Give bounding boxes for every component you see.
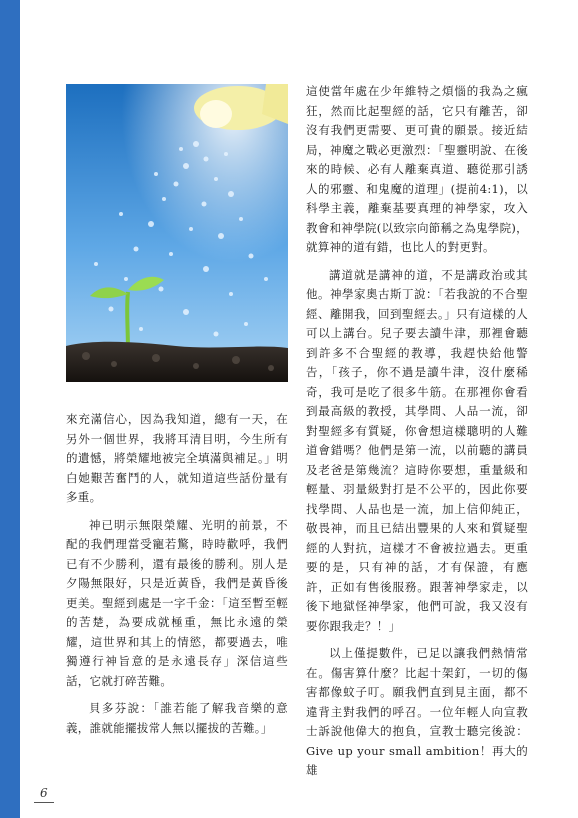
paragraph: 講道就是講神的道，不是講政治或其他。神學家奧古斯丁說：「若我說的不合聖經、離開我，回到聖經去。」只有這樣的人可以上講台。兒子要去讀牛津，那裡會聽到許多不合聖經的教導，我趕快給他警告，「孩子，你不過是讀牛津，沒什麼稀奇，我可是吃了很多牛筋。在那裡你會看到最高級的教授，其學問、人品一流，卻對聖經多有質疑，你會想這樣聰明的人難道會錯嗎？他們是第一流，以前聽的講員及老爸是第幾流？這時你要想，重量級和輕量、羽量級對打是不公平的，因此你要找學問、人品也是一流，加上信仰純正，敬畏神，而且已結出豐果的人來和質疑聖經的人對抗，這樣才不會被拉過去。更重要的是，只有神的話，才有保證，有應許，正如有售後服務。跟著神學家走，以後下地獄怪神學家，他們可說，我又沒有要你跟我走？！」 [306, 267, 528, 633]
left-text-column [66, 410, 288, 746]
page-number: 6 [40, 786, 48, 800]
paragraph: 這使當年處在少年維特之煩惱的我為之瘋狂，然而比起聖經的話，它只有離苦，卻沒有我們更需要、更可貴的願景。接近結局，神魔之戰必更激烈：「聖靈明說、在後來的時候、必有人離棄真道、聽從那引誘人的邪靈、和鬼魔的道理」(提前4:1)，以科學主義，離棄基要真理的神學家，攻入教會和神學院(以致宗向節稱之為鬼學院)，就算神的道有錯，也比人的對更對。 [306, 84, 528, 254]
footer-rule [34, 802, 54, 803]
paragraph: 以上僅提數件，已足以讓我們熱情常在。傷害算什麼？比起十架釘，一切的傷害都像蚊子叮。願我們直到見主面，都不違背主對我們的呼召。一位年輕人向宣教士訴說他偉大的抱負，宣教士聽完後說：Give up your small ambition！再大的雄 [306, 646, 528, 777]
seedling-photo [66, 84, 288, 382]
paragraph: 神已明示無限榮耀、光明的前景，不配的我們理當受寵若驚，時時歡呼，我們已有不少勝利，還有最後的勝利。別人是夕陽無限好，只是近黃昏，我們是黃昏後更美。聖經到處是一字千金：「這至暫至輕的苦楚，為要成就極重，無比永遠的榮耀，這世界和其上的情慾，都要過去，唯獨遵行神旨意的是永遠長存」深信這些話，它就打碎苦難。 [66, 517, 288, 688]
right-text-column [306, 82, 528, 789]
paragraph: 來充滿信心，因為我知道，總有一天，在另外一個世界，我將耳清目明，今生所有的遺憾，將榮耀地被完全填滿與補足。」明白她艱苦奮鬥的人，就知道這些話份量有多重。 [66, 412, 288, 504]
paragraph: 貝多芬說：「誰若能了解我音樂的意義，誰就能擺拔常人無以擺拔的苦難。」 [66, 701, 288, 735]
side-color-bar [0, 0, 20, 818]
